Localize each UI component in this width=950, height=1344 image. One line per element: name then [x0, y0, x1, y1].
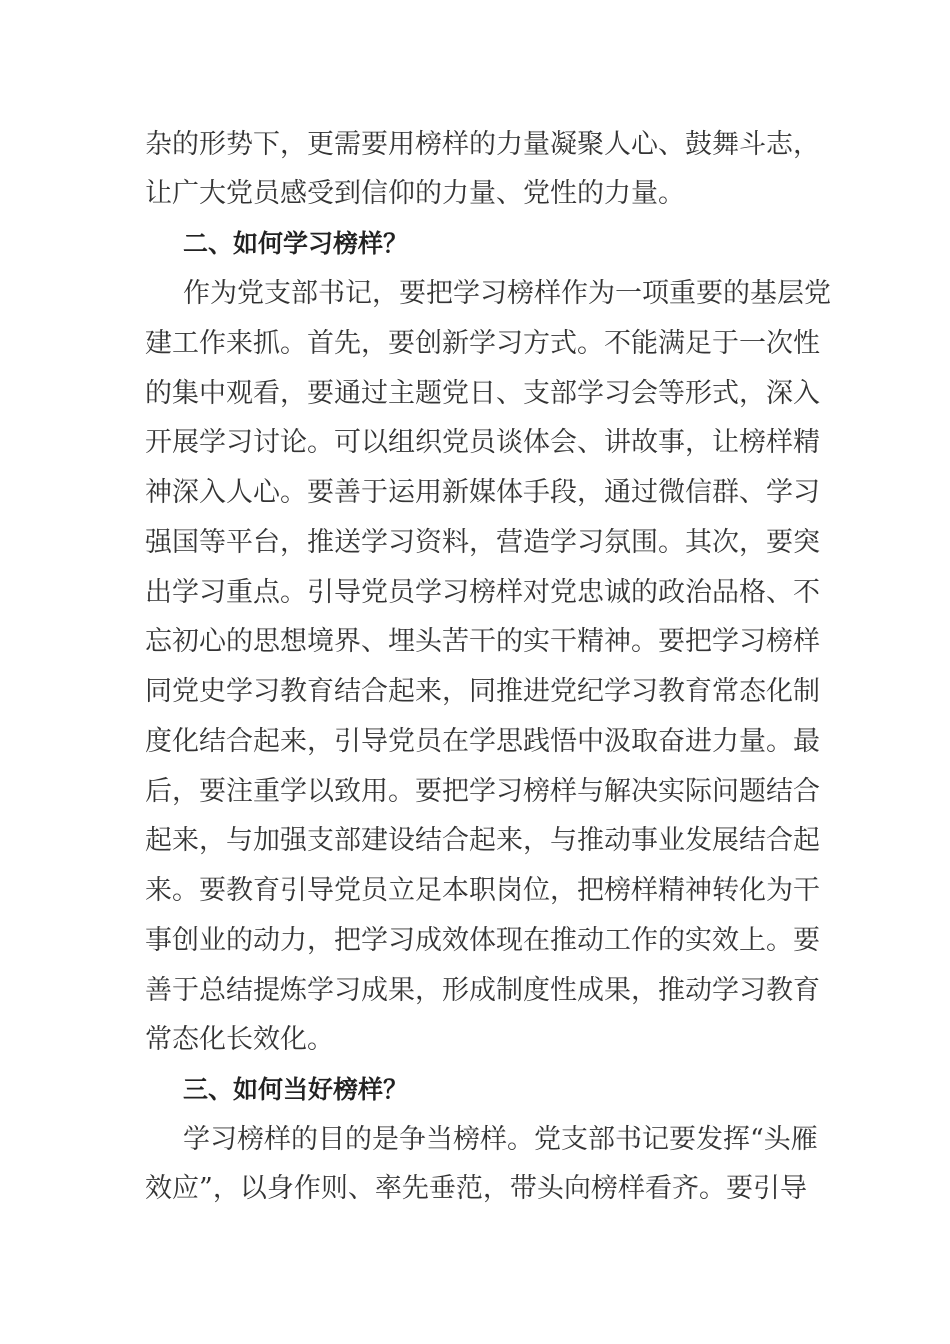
paragraph-line: 后，要注重学以致用。要把学习榜样与解决实际问题结合	[145, 776, 820, 807]
paragraph-line: 开展学习讨论。可以组织党员谈体会、讲故事，让榜样精	[145, 427, 820, 458]
paragraph-line: 建工作来抓。首先，要创新学习方式。不能满足于一次性	[145, 328, 820, 359]
paragraph-line: 来。要教育引导党员立足本职岗位，把榜样精神转化为干	[145, 875, 820, 906]
paragraph-line: 杂的形势下，更需要用榜样的力量凝聚人心、鼓舞斗志，	[145, 129, 820, 160]
paragraph-line: 常态化长效化。	[145, 1024, 334, 1055]
section-heading-3: 三、如何当好榜样？	[183, 1075, 409, 1104]
paragraph-line: 忘初心的思想境界、埋头苦干的实干精神。要把学习榜样	[145, 626, 820, 657]
paragraph-line: 强国等平台，推送学习资料，营造学习氛围。其次，要突	[145, 527, 820, 558]
paragraph-line: 的集中观看，要通过主题党日、支部学习会等形式，深入	[145, 378, 820, 409]
paragraph-line: 学习榜样的目的是争当榜样。党支部书记要发挥“头雁	[183, 1124, 818, 1155]
paragraph-line: 同党史学习教育结合起来，同推进党纪学习教育常态化制	[145, 676, 820, 707]
paragraph-line: 度化结合起来，引导党员在学思践悟中汲取奋进力量。最	[145, 726, 820, 757]
section-heading-2: 二、如何学习榜样？	[183, 229, 409, 258]
paragraph-line: 出学习重点。引导党员学习榜样对党忠诚的政治品格、不	[145, 577, 820, 608]
paragraph-line: 起来，与加强支部建设结合起来，与推动事业发展结合起	[145, 825, 820, 856]
paragraph-line: 善于总结提炼学习成果，形成制度性成果，推动学习教育	[145, 975, 820, 1006]
paragraph-line: 事创业的动力，把学习成效体现在推动工作的实效上。要	[145, 925, 820, 956]
paragraph-line: 作为党支部书记，要把学习榜样作为一项重要的基层党	[183, 278, 831, 309]
paragraph-line: 效应”，以身作则、率先垂范，带头向榜样看齐。要引导	[145, 1173, 807, 1204]
paragraph-line: 让广大党员感受到信仰的力量、党性的力量。	[145, 178, 685, 209]
paragraph-line: 神深入人心。要善于运用新媒体手段，通过微信群、学习	[145, 477, 820, 508]
